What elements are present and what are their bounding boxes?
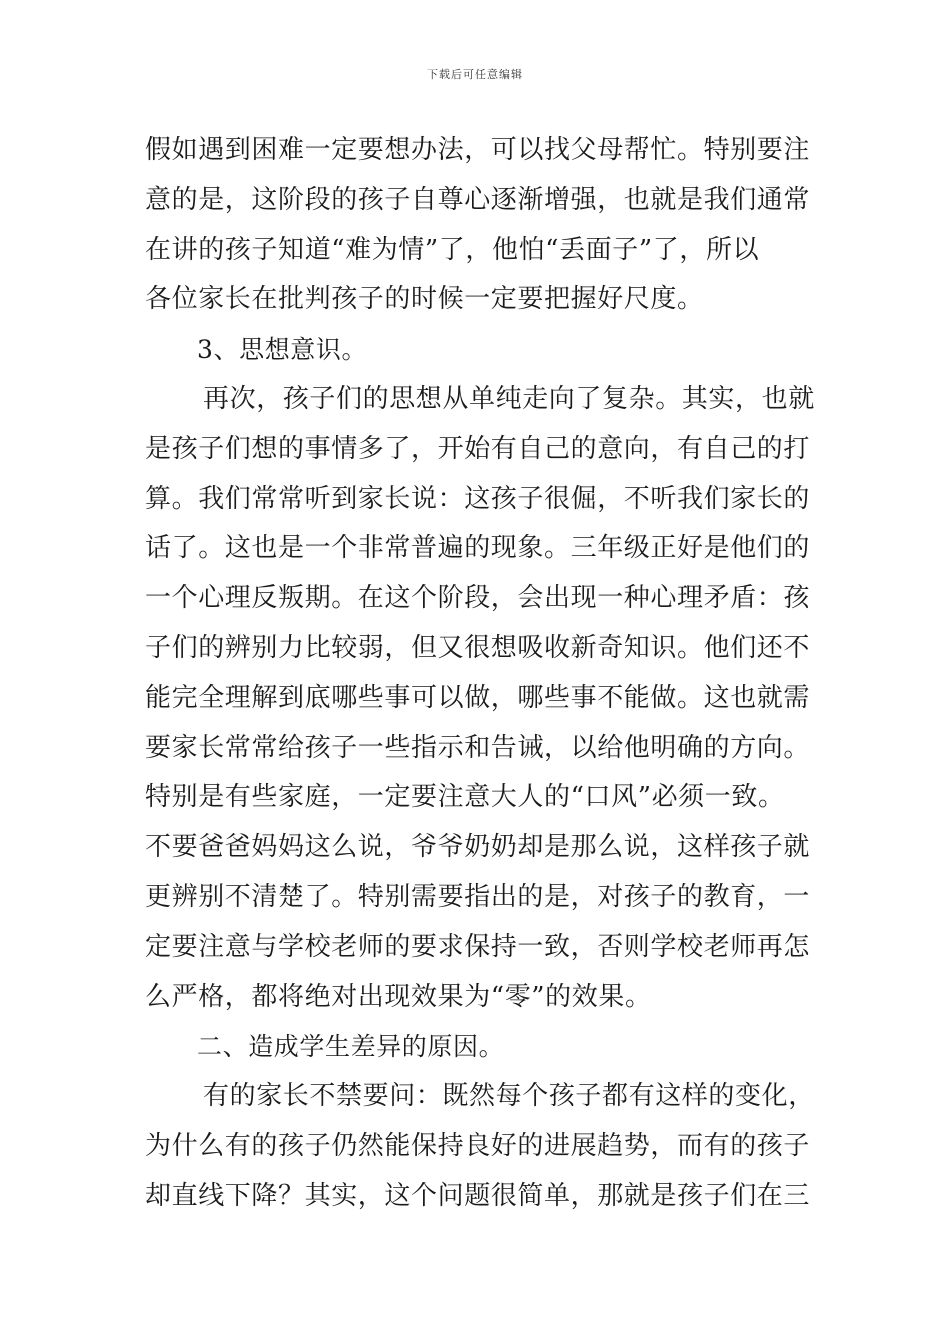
section-heading: 二、造成学生差异的原因。 bbox=[197, 1032, 505, 1062]
text-line: 各位家长在批判孩子的时候一定要把握好尺度。 bbox=[145, 284, 704, 315]
text-line: 要家长常常给孩子一些指示和告诫，以给他明确的方向。 bbox=[145, 732, 811, 763]
text-line: 却直线下降？其实，这个问题很简单，那就是孩子们在三 bbox=[145, 1180, 811, 1211]
text-line: 话了。这也是一个非常普遍的现象。三年级正好是他们的 bbox=[145, 533, 811, 564]
section-heading: 3、思想意识。 bbox=[197, 335, 368, 365]
text-line: 一个心理反叛期。在这个阶段，会出现一种心理矛盾：孩 bbox=[145, 583, 811, 614]
paragraph-first-line: 有的家长不禁要问：既然每个孩子都有这样的变化， bbox=[203, 1081, 815, 1112]
text-line: 么严格，都将绝对出现效果为“零”的效果。 bbox=[145, 981, 652, 1012]
text-line: 不要爸爸妈妈这么说，爷爷奶奶却是那么说，这样孩子就 bbox=[145, 832, 811, 863]
text-line: 在讲的孩子知道“难为情”了，他怕“丢面子”了，所以 bbox=[145, 234, 760, 265]
text-line: 算。我们常常听到家长说：这孩子很倔，不听我们家长的 bbox=[145, 483, 811, 514]
text-line: 定要注意与学校老师的要求保持一致，否则学校老师再怎 bbox=[145, 931, 811, 962]
text-line: 意的是，这阶段的孩子自尊心逐渐增强，也就是我们通常 bbox=[145, 184, 811, 215]
text-line: 为什么有的孩子仍然能保持良好的进展趋势，而有的孩子 bbox=[145, 1130, 811, 1161]
text-line: 更辨别不清楚了。特别需要指出的是，对孩子的教育，一 bbox=[145, 881, 811, 912]
text-line: 是孩子们想的事情多了，开始有自己的意向，有自己的打 bbox=[145, 433, 811, 464]
paragraph-first-line: 再次，孩子们的思想从单纯走向了复杂。其实，也就 bbox=[203, 383, 815, 414]
text-line: 特别是有些家庭，一定要注意大人的“口风”必须一致。 bbox=[145, 782, 785, 813]
document-body bbox=[145, 126, 815, 1222]
text-line: 子们的辨别力比较弱，但又很想吸收新奇知识。他们还不 bbox=[145, 632, 811, 663]
text-line: 假如遇到困难一定要想办法，可以找父母帮忙。特别要注 bbox=[145, 135, 811, 165]
page-header: 下载后可任意编辑 bbox=[427, 68, 523, 81]
text-line: 能完全理解到底哪些事可以做，哪些事不能做。这也就需 bbox=[145, 682, 811, 713]
